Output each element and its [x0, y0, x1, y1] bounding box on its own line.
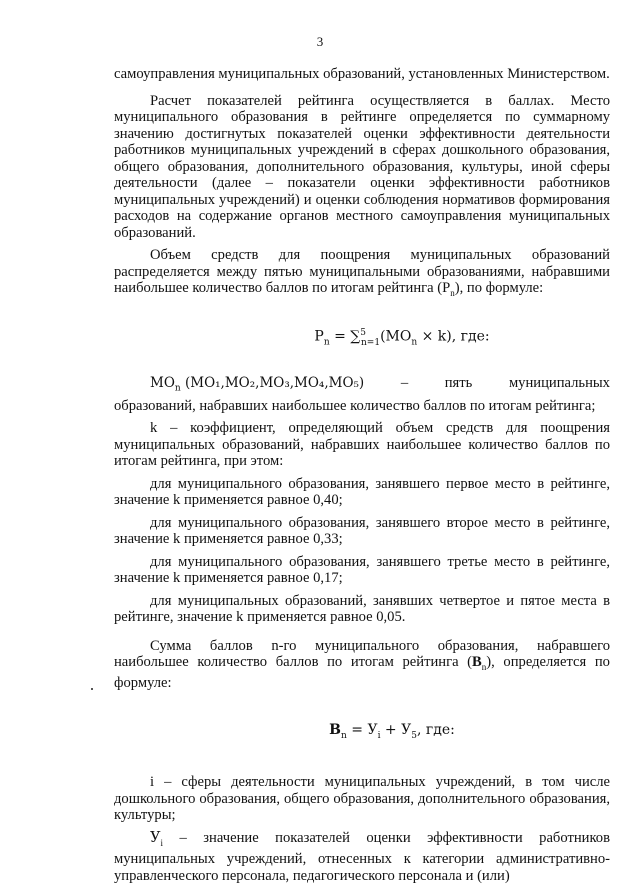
scan-speck — [91, 688, 93, 690]
yi-symbol: У — [150, 828, 161, 846]
formula-subscript: n — [411, 337, 418, 348]
formula-bn — [114, 722, 610, 744]
mo-symbol-group — [150, 375, 364, 397]
place-third: для муниципального образования, занявшего третье место в рейтинге, значение k применяется равное 0,17; — [114, 553, 610, 587]
formula-tail: , где: — [416, 721, 455, 738]
paragraph-score-sum — [114, 638, 610, 692]
i-definition: i – сферы деятельности муниципальных учреждений, в том числе дошкольного образования, общего образования, дополнительного образования, культуры; — [114, 774, 610, 824]
subscript: n — [450, 287, 455, 298]
page-number: 3 — [316, 34, 324, 49]
document-body — [114, 66, 610, 884]
mo-word: пять — [444, 375, 473, 392]
paragraph-rating-calculation: Расчет показателей рейтинга осуществляется в баллах. Место муниципального образования в рейтинге определяется по суммарному значению достигнутых показателей оценки эффективности деятельности работников муниципальных учреждений в сферах дошкольного образования, общего образования, дополнительного образования, культуры, иной сферы деятельности (далее – показатели оценки эффективности работников муниципальных учреждений) и оценки соблюдения нормативов формирования расходов на содержание органов местного самоуправления муниципальных образований. — [114, 92, 610, 241]
bn-subscript: n — [481, 661, 487, 672]
mo-dash: – — [400, 375, 409, 392]
mo-symbol: MO — [150, 375, 175, 392]
mo-definition-line — [114, 375, 610, 397]
paragraph-text: ), определяется по формуле: — [114, 654, 610, 692]
formula-body: (MO — [380, 329, 412, 346]
formula-subscript: n — [323, 337, 330, 348]
mo-list: (MO₁,MO₂,MO₃,MO₄,MO₅) — [184, 375, 365, 392]
sum-upper-limit: 5 — [360, 328, 366, 339]
formula-term: У — [401, 721, 412, 738]
yi-definition — [114, 830, 610, 884]
paragraph-text: ), по формуле: — [454, 280, 544, 296]
yi-subscript: i — [160, 837, 164, 848]
mo-word: муниципальных — [508, 375, 610, 392]
formula-subscript: n — [341, 730, 347, 741]
mo-subscript: n — [174, 384, 181, 395]
formula-term: У — [367, 721, 378, 738]
formula-body-tail: × k), где: — [417, 329, 490, 346]
formula-subscript: i — [377, 730, 381, 741]
paragraph-text: Сумма баллов n-го муниципального образования, набравшего наибольшее количество баллов по итогам рейтинга ( — [114, 637, 610, 671]
k-definition: k – коэффициент, определяющий объем средств для поощрения муниципальных образований, набравших наибольшее количество баллов по итогам рейтинга, при этом: — [114, 420, 610, 470]
formula-plus: + — [380, 721, 402, 738]
place-fourth-fifth: для муниципальных образований, занявших четвертое и пятое места в рейтинге, значение k применяется равное 0,05. — [114, 592, 610, 626]
paragraph-funds-distribution — [114, 247, 610, 301]
formula-symbol: P — [314, 329, 324, 346]
mo-definition-rest: образований, набравших наибольшее количество баллов по итогам рейтинга; — [114, 397, 596, 414]
paragraph-text: – значение показателей оценки эффективности работников муниципальных учреждений, отнесенных к категории административно-управленческого персонала, педагогического персонала и (или) — [114, 829, 610, 884]
place-second: для муниципального образования, занявшего второе место в рейтинге, значение k применяется равное 0,33; — [114, 514, 610, 548]
paragraph-continuation: самоуправления муниципальных образований, установленных Министерством. — [114, 66, 610, 82]
formula-symbol: B — [329, 721, 342, 738]
formula-pn — [114, 325, 610, 351]
paragraph-text: Объем средств для поощрения муниципальных образований распределяется между пятью муниципальными образованиями, набравшими наибольшее количество баллов по итогам рейтинга (P — [114, 247, 610, 296]
sum-symbol: ∑ — [350, 329, 361, 346]
formula-equals: = — [329, 329, 351, 346]
bn-symbol: B — [472, 654, 482, 671]
formula-equals: = — [346, 721, 368, 738]
sum-lower-limit: n=1 — [361, 337, 381, 348]
place-first: для муниципального образования, занявшего первое место в рейтинге, значение k применяется равное 0,40; — [114, 475, 610, 509]
formula-subscript: 5 — [411, 730, 417, 741]
